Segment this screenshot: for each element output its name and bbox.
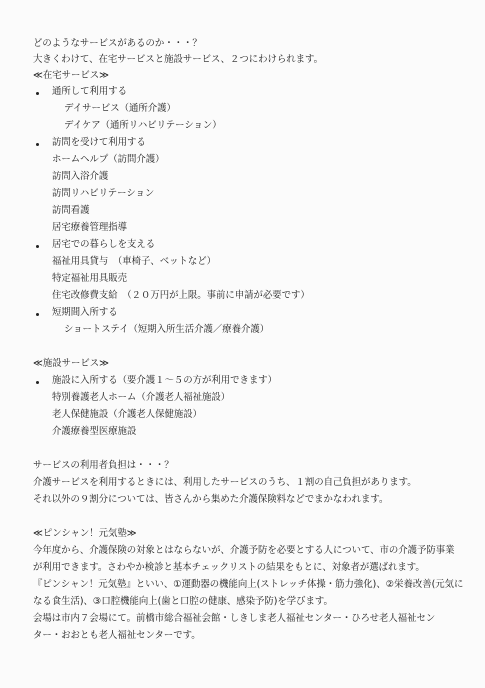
service-item: 訪問リハビリテーション [52, 188, 155, 199]
service-item: 居宅療養管理指導 [52, 222, 128, 233]
facility-services-heading: ≪施設サービス≫ [33, 358, 109, 369]
service-item: 特定福祉用具販売 [52, 273, 128, 284]
intro-question: どのようなサービスがあるのか・・・？ [33, 38, 202, 49]
service-item: 住宅改修費支給 （２０万円が上限。事前に申請が必要です） [52, 290, 310, 301]
service-item: ホームヘルプ（訪問介護） [52, 154, 165, 165]
bullet-icon [36, 143, 39, 146]
pinshan-line: 今年度から、介護保険の対象とはならないが、介護予防を必要とする人について、市の介護予防事業 [33, 545, 455, 556]
service-item: 福祉用具貸与 （車椅子、ベットなど） [52, 256, 217, 267]
group-title-facility: 施設に入所する（要介護１～５の方が利用できます） [52, 375, 278, 386]
pinshan-line: ター・おおとも老人福祉センターです。 [33, 630, 201, 641]
service-item: 訪問看護 [52, 205, 90, 216]
facility-item: 介護療養型医療施設 [52, 426, 137, 437]
group-title-day: 通所して利用する [52, 86, 128, 97]
service-item: 訪問入浴介護 [52, 171, 109, 182]
bullet-icon [36, 381, 39, 384]
group-title-short: 短期間入所する [52, 307, 118, 318]
pinshan-line: が利用できます。さわやか検診と基本チェックリストの結果をもとに、対象者が選ばれます。 [33, 562, 425, 573]
service-item: デイケア（通所リハビリテーション） [64, 120, 222, 131]
group-title-home: 居宅での暮らしを支える [52, 239, 156, 250]
bullet-icon [36, 245, 39, 248]
pinshan-line: 『ピンシャン！元気塾』といい、①運動器の機能向上(ストレッチ体操・筋力強化)、②栄養改善(元気に [33, 579, 464, 590]
group-title-visit: 訪問を受けて利用する [52, 137, 146, 148]
burden-question: サービスの利用者負担は・・・？ [33, 460, 174, 471]
facility-item: 特別養護老人ホーム（介護老人福祉施設） [52, 392, 231, 403]
home-services-heading: ≪在宅サービス≫ [33, 70, 109, 81]
pinshan-line: 会場は市内７会場にて。前橋市総合福祉会館・しきしま老人福祉センター・ひろせ老人福祉セン [33, 613, 436, 624]
bullet-icon [36, 313, 39, 316]
pinshan-heading: ≪ピンシャン！元気塾≫ [33, 528, 137, 539]
intro-summary: 大きくわけて、在宅サービスと施設サービス、２つにわけられます。 [33, 54, 323, 65]
pinshan-line: なる食生活)、③口腔機能向上(歯と口腔の健康、感染予防)を学びます。 [33, 596, 333, 607]
service-item: ショートステイ（短期入所生活介護／療養介護） [64, 324, 270, 335]
service-item: デイサービス（通所介護） [64, 103, 176, 114]
burden-line: 介護サービスを利用するときには、利用したサービスのうち、１割の自己負担があります。 [33, 477, 417, 488]
burden-line: それ以外の９割分については、皆さんから集めた介護保険料などでまかなわれます。 [33, 494, 389, 505]
bullet-icon [36, 92, 39, 95]
facility-item: 老人保健施設（介護老人保健施設） [52, 409, 203, 420]
